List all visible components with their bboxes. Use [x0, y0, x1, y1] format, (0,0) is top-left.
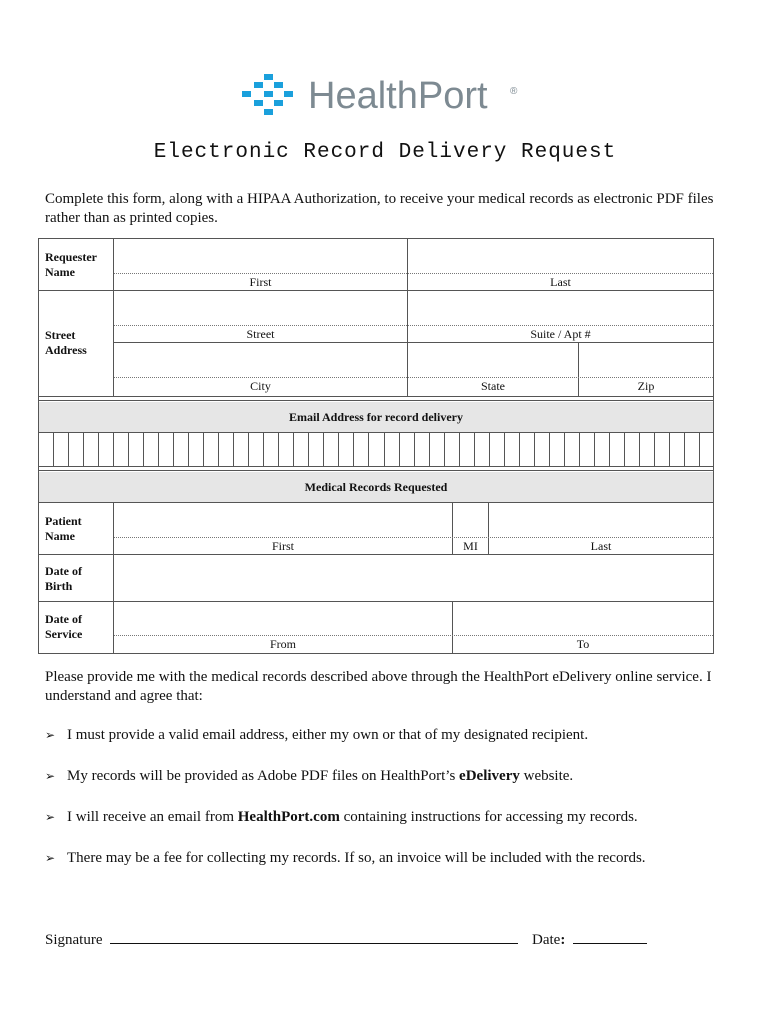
dos-label: Date of Service — [45, 612, 83, 641]
signature-label: Signature — [45, 932, 103, 948]
patient-last-name-field[interactable] — [489, 503, 713, 537]
arrow-bullet-icon: ➢ — [45, 851, 56, 865]
email-char-divider — [143, 432, 144, 466]
email-char-divider — [399, 432, 400, 466]
registered-mark: ® — [510, 86, 518, 97]
email-char-divider — [173, 432, 174, 466]
bullet-bold: eDelivery — [459, 768, 520, 784]
email-char-divider — [83, 432, 84, 466]
bullet-bold: HealthPort.com — [237, 809, 340, 825]
email-char-divider — [654, 432, 655, 466]
email-char-divider — [459, 432, 460, 466]
first-label: First — [249, 275, 272, 289]
patient-mi-sublabel: MI — [463, 539, 478, 553]
email-char-divider — [384, 432, 385, 466]
email-char-divider — [368, 432, 369, 466]
suite-field[interactable] — [408, 291, 713, 325]
bullet-text: I must provide a valid email address, either my own or that of my designated recipient. — [67, 727, 589, 743]
request-form — [38, 238, 714, 654]
bullet-text: My records will be provided as Adobe PDF files on HealthPort’s — [67, 768, 460, 784]
email-char-divider — [669, 432, 670, 466]
email-char-divider — [128, 432, 129, 466]
arrow-bullet-icon: ➢ — [45, 810, 56, 824]
email-char-divider — [519, 432, 520, 466]
date-line[interactable] — [573, 930, 647, 944]
email-char-divider — [444, 432, 445, 466]
email-char-divider — [218, 432, 219, 466]
state-sublabel: State — [481, 379, 505, 393]
zip-field[interactable] — [579, 343, 713, 377]
email-section-header: Email Address for record delivery — [289, 410, 463, 424]
bullet-text: There may be a fee for collecting my records. If so, an invoice will be included with the records. — [67, 850, 646, 866]
bullet-item — [45, 767, 573, 786]
agreement-text: Please provide me with the medical records described above through the HealthPort eDelivery online service. I understand and agree that: — [45, 669, 712, 704]
records-section-header: Medical Records Requested — [304, 480, 448, 494]
requester-last-name-field[interactable] — [408, 239, 713, 273]
bullet-text: containing instructions for accessing my records. — [339, 809, 638, 825]
from-sublabel: From — [269, 637, 296, 651]
email-char-divider — [549, 432, 550, 466]
email-char-divider — [278, 432, 279, 466]
email-char-divider — [353, 432, 354, 466]
suite-sublabel: Suite / Apt # — [530, 327, 591, 341]
arrow-bullet-icon: ➢ — [45, 728, 56, 742]
intro-text: Complete this form, along with a HIPAA Authorization, to receive your medical records as electronic PDF files rather than as printed copies. — [45, 191, 714, 226]
patient-first-name-field[interactable] — [114, 503, 452, 537]
healthport-logo — [238, 72, 528, 120]
email-char-divider — [263, 432, 264, 466]
email-char-divider — [579, 432, 580, 466]
date-label: Date — [532, 932, 561, 948]
city-sublabel: City — [250, 379, 271, 393]
email-char-divider — [308, 432, 309, 466]
email-char-divider — [699, 432, 700, 466]
email-char-divider — [158, 432, 159, 466]
email-char-divider — [624, 432, 625, 466]
email-char-divider — [609, 432, 610, 466]
bullet-item — [45, 849, 646, 868]
email-char-divider — [429, 432, 430, 466]
healthport-logo-icon — [238, 72, 298, 118]
date-of-birth-field[interactable] — [114, 555, 713, 601]
email-char-divider — [504, 432, 505, 466]
bullet-item — [45, 808, 638, 827]
email-char-divider — [489, 432, 490, 466]
service-from-field[interactable] — [114, 602, 452, 635]
email-char-divider — [233, 432, 234, 466]
signature-row — [45, 930, 647, 949]
to-sublabel: To — [576, 637, 590, 651]
last-label: Last — [550, 275, 571, 289]
service-to-field[interactable] — [453, 602, 713, 635]
email-char-divider — [534, 432, 535, 466]
bullet-item — [45, 726, 588, 745]
email-char-divider — [188, 432, 189, 466]
arrow-bullet-icon: ➢ — [45, 769, 56, 783]
patient-last-sublabel: Last — [590, 539, 612, 553]
email-char-divider — [113, 432, 114, 466]
patient-name-label: Patient Name — [45, 514, 82, 543]
bullet-text: I will receive an email from — [67, 809, 238, 825]
patient-first-sublabel: First — [271, 539, 294, 553]
city-field[interactable] — [114, 343, 407, 377]
date-colon: : — [560, 932, 566, 948]
street-address-label: Street Address — [45, 328, 87, 357]
email-char-divider — [639, 432, 640, 466]
email-char-divider — [98, 432, 99, 466]
email-char-divider — [68, 432, 69, 466]
email-char-divider — [53, 432, 54, 466]
requester-name-label: Requester Name — [45, 250, 97, 279]
email-char-divider — [323, 432, 324, 466]
requester-first-name-field[interactable] — [114, 239, 407, 273]
street-field[interactable] — [114, 291, 407, 325]
email-char-divider — [414, 432, 415, 466]
email-char-divider — [293, 432, 294, 466]
zip-sublabel: Zip — [637, 379, 655, 393]
email-address-field[interactable] — [38, 432, 714, 466]
street-sublabel: Street — [246, 327, 275, 341]
patient-mi-field[interactable] — [453, 503, 488, 537]
signature-line[interactable] — [110, 930, 518, 944]
email-char-divider — [474, 432, 475, 466]
email-char-divider — [564, 432, 565, 466]
email-char-divider — [203, 432, 204, 466]
page-title: Electronic Record Delivery Request — [153, 141, 617, 164]
dob-label: Date of Birth — [45, 564, 82, 593]
bullet-text: website. — [519, 768, 574, 784]
email-char-divider — [338, 432, 339, 466]
email-char-divider — [248, 432, 249, 466]
state-field[interactable] — [408, 343, 578, 377]
brand-name: HealthPort — [308, 75, 488, 117]
email-char-divider — [684, 432, 685, 466]
email-char-divider — [594, 432, 595, 466]
